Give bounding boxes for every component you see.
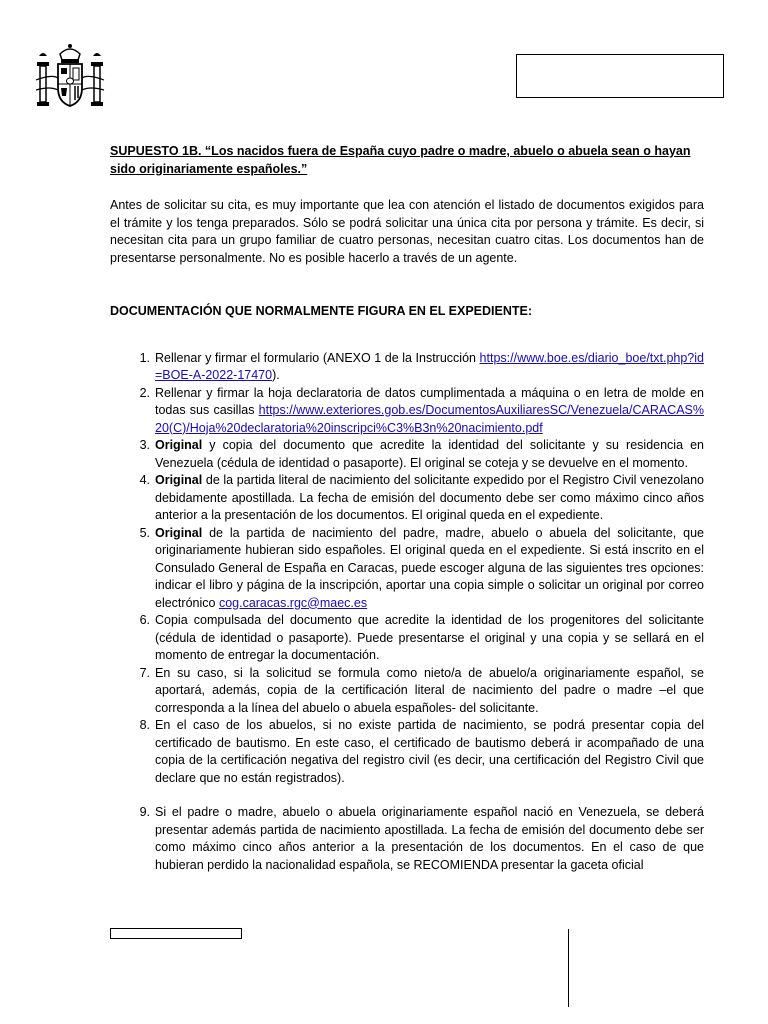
list-item xyxy=(110,665,704,718)
item-number: 9 . xyxy=(132,804,150,822)
consulate-email-link[interactable]: cog.caracas.rgc@maec.es xyxy=(218,595,368,610)
item-number: 6 . xyxy=(132,612,150,630)
item-number: 3 . xyxy=(132,437,150,455)
item-text: Rellenar y firmar la hoja declaratoria de datos cumplimentada a máquina o en letra de molde en todas sus casillas xyxy=(155,385,704,417)
list-item xyxy=(110,717,704,787)
document-body xyxy=(110,143,704,874)
item-text: Rellenar y firmar el formulario (ANEXO 1 de la Instrucción xyxy=(155,350,480,365)
item-number: 8 . xyxy=(132,717,150,735)
list-item xyxy=(110,472,704,525)
item-bold-text: Original xyxy=(155,473,203,487)
list-item xyxy=(110,385,704,438)
list-item xyxy=(110,350,704,385)
item-text: En su caso, si la solicitud se formula como nieto/a de abuelo/a originariamente español, se aportará, además, copia de la certificación literal de nacimiento del padre o madre –el que corresponda a la línea del abuelo o abuela españoles- del solicitante. xyxy=(155,665,704,715)
item-number: 7 . xyxy=(132,665,150,683)
item-bold-text: Original xyxy=(155,438,203,452)
item-text: y copia del documento que acredite la identidad del solicitante y su residencia en Venezuela (cédula de identidad o pasaporte). El original se coteja y se devuelve en el momento. xyxy=(155,438,704,470)
item-text: Si el padre o madre, abuelo o abuela originariamente español nació en Venezuela, se deberá presentar además partida de nacimiento apostillada. La fecha de emisión del documento debe ser como máximo cinco años anterior a la presentación de los documentos. En el caso de que hubieran perdido la nacionalidad española, se RECOMIENDA presentar la gaceta oficial xyxy=(155,805,704,872)
coat-of-arms-of-spain-icon xyxy=(32,40,108,116)
document-list xyxy=(110,350,704,875)
list-item xyxy=(110,437,704,472)
form-pdf-link[interactable]: https://www.exteriores.gob.es/DocumentosAuxiliaresSC/Venezuela/CARACAS%20(C)/Hoja%20declaratoria%20inscripci%C3%B3n%20nacimiento.pdf xyxy=(155,403,704,435)
item-number: 2 . xyxy=(132,385,150,403)
item-text: En el caso de los abuelos, si no existe partida de nacimiento, se podrá presentar copia del certificado de bautismo. En este caso, el certificado de bautismo deberá ir acompañado de una copia de la certificación negativa del registro civil (es decir, una certificación del Registro Civil que declare que no están registrados). xyxy=(155,718,704,785)
list-item xyxy=(110,612,704,665)
item-text: de la partida de nacimiento del padre, madre, abuelo o abuela del solicitante, que originariamente hubieran sido españoles. El original queda en el expediente. Si está inscrito en el Consulado General de España en Caracas, puede escoger alguna de las siguientes tres opciones: indicar el libro y página de la inscripción, aportar una copia simple o solicitar un original por correo electrónico xyxy=(155,525,704,610)
item-number: 4 . xyxy=(132,472,150,490)
section-title: DOCUMENTACIÓN QUE NORMALMENTE FIGURA EN EL EXPEDIENTE: xyxy=(110,304,533,318)
footer-box xyxy=(110,928,242,939)
item-bold-text: Original xyxy=(155,525,203,540)
case-heading: SUPUESTO 1B. “Los nacidos fuera de España cuyo padre o madre, abuelo o abuela sean o hayan sido originariamente españoles.” xyxy=(110,144,691,176)
item-number: 5 . xyxy=(132,525,150,543)
item-text-after: ). xyxy=(272,368,280,382)
reference-box xyxy=(516,54,724,98)
item-text: Copia compulsada del documento que acredite la identidad de los progenitores del solicitante (cédula de identidad o pasaporte). Puede presentarse el original y una copia y se sellará en el momento de entregar la documentación. xyxy=(155,613,704,662)
list-item xyxy=(110,804,704,874)
list-item xyxy=(110,525,704,613)
item-number: 1 . xyxy=(132,350,150,368)
item-text: de la partida literal de nacimiento del solicitante expedido por el Registro Civil venezolano debidamente apostillada. La fecha de emisión del documento debe ser como máximo cinco años anterior a la presentación de los documentos. El original queda en el expediente. xyxy=(155,473,704,522)
intro-paragraph: Antes de solicitar su cita, es muy importante que lea con atención el listado de documentos exigidos para el trámite y los tenga preparados. Sólo se podrá solicitar una única cita por persona y trámite. Es decir, si necesitan cita para un grupo familiar de cuatro personas, necesitan cuatro citas. Los documentos han de presentarse personalmente. No es posible hacerlo a través de un agente. xyxy=(110,198,704,265)
boe-link[interactable]: https://www.boe.es/diario_boe/txt.php?id=BOE-A-2022-17470 xyxy=(155,350,704,382)
footer-vertical-line xyxy=(568,929,569,1007)
